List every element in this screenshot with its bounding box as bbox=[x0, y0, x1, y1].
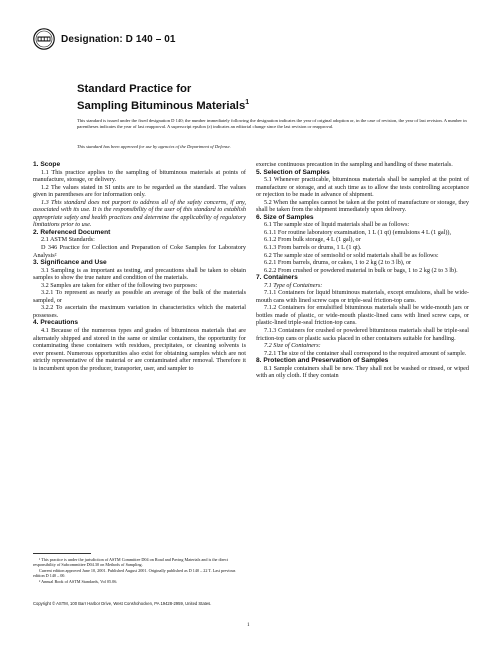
title-footnote-mark: 1 bbox=[245, 99, 250, 106]
title-text: Sampling Bituminous Materials bbox=[77, 100, 246, 112]
section-7-heading: 7. Containers bbox=[256, 274, 298, 282]
paragraph-3-2-2: 3.2.2 To ascertain the maximum variation in characteristics which the material possesses. bbox=[33, 304, 246, 319]
paragraph-7-2-1: 7.2.1 The size of the container shall correspond to the required amount of sample. bbox=[264, 349, 467, 357]
paragraph-7-1: 7.1 Type of Containers: bbox=[264, 281, 323, 289]
footnote-2: ² Annual Book of ASTM Standards, Vol 05.06. bbox=[39, 578, 118, 584]
title-line-2 bbox=[77, 96, 377, 113]
paragraph-1-2: 1.2 The values stated in SI units are to be regarded as the standard. The values given in parentheses are for information only. bbox=[33, 183, 246, 199]
paragraph-6-1-3: 6.1.3 From barrels or drums, 1 L (1 qt). bbox=[264, 244, 362, 252]
referenced-standard-d346: D 346 Practice for Collection and Preparation of Coke Samples for Laboratory Analysis² bbox=[33, 244, 246, 259]
approval-note: This standard has been approved for use by agencies of the Department of Defense. bbox=[77, 144, 231, 149]
paragraph-7-2: 7.2 Size of Containers: bbox=[264, 342, 321, 350]
paragraph-5-1: 5.1 Whenever practicable, bituminous materials shall be sampled at the point of manufacture or storage, and at such time as to allow the tests controlling acceptance or rejection to be made in advance of shipment. bbox=[256, 176, 469, 199]
paragraph-6-2-1: 6.2.1 From barrels, drums, or cakes, 1 to 2 kg (2 to 3 lb), or bbox=[264, 259, 412, 267]
footnotes bbox=[33, 553, 246, 585]
continuation-text: exercise continuous precaution in the sampling and handling of these materials. bbox=[256, 161, 453, 168]
document-header bbox=[33, 26, 176, 52]
paragraph-6-2: 6.2 The sample size of semisolid or solid materials shall be as follows: bbox=[264, 251, 439, 259]
copyright-line: Copyright © ASTM, 100 Barr Harbor Drive, West Conshohocken, PA 19428-2959, United States. bbox=[33, 601, 212, 606]
paragraph-7-1-1: 7.1.1 Containers for liquid bituminous materials, except emulsions, shall be wide-mouth cans with lined screw caps or triple-seal friction-top cans. bbox=[256, 289, 469, 304]
page-number: 1 bbox=[247, 622, 250, 628]
paragraph-7-1-3: 7.1.3 Containers for crushed or powdered bituminous materials shall be triple-seal friction-top cans or plastic sacks placed in other containers suitable for handling. bbox=[256, 327, 469, 342]
left-column bbox=[33, 161, 246, 372]
paragraph-2-1: 2.1 ASTM Standards: bbox=[41, 236, 95, 244]
footnote-divider bbox=[33, 553, 91, 554]
section-6-heading: 6. Size of Samples bbox=[256, 213, 314, 221]
paragraph-1-1: 1.1 This practice applies to the sampling of bituminous materials at points of manufacture, storage, or delivery. bbox=[33, 168, 246, 184]
paragraph-1-3: 1.3 This standard does not purport to address all of the safety concerns, if any, associated with its use. It is the responsibility of the user of this standard to establish appropriate safety and health practices and determine the applicability of regulatory limitations prior to use. bbox=[33, 198, 246, 229]
document-title bbox=[77, 82, 377, 113]
right-column bbox=[256, 161, 469, 380]
title-line-1: Standard Practice for bbox=[77, 83, 192, 95]
paragraph-3-2-1: 3.2.1 To represent as nearly as possible an average of the bulk of the materials sampled, or bbox=[33, 289, 246, 304]
section-3-heading: 3. Significance and Use bbox=[33, 259, 107, 267]
section-5-heading: 5. Selection of Samples bbox=[256, 168, 330, 176]
section-2-heading: 2. Referenced Document bbox=[33, 228, 111, 236]
footnote-1-edition: Current edition approved June 10, 2001. Published August 2001. Originally published as D 140 – 22 T. Last previous edition D 140 – 00. bbox=[33, 567, 236, 579]
paragraph-8-1: 8.1 Sample containers shall be new. They shall not be washed or rinsed, or wiped with an oily cloth. If they contain bbox=[256, 364, 469, 380]
paragraph-3-2: 3.2 Samples are taken for either of the following two purposes: bbox=[41, 281, 198, 289]
paragraph-3-1: 3.1 Sampling is as important as testing, and precautions shall be taken to obtain samples to show the true nature and condition of the materials. bbox=[33, 266, 246, 282]
paragraph-6-1-2: 6.1.2 From bulk storage, 4 L (1 gal), or bbox=[264, 236, 361, 244]
paragraph-5-2: 5.2 When the samples cannot be taken at the point of manufacture or storage, they shall be taken from the shipment immediately upon delivery. bbox=[256, 198, 469, 214]
footnote-1: ¹ This practice is under the jurisdiction of ASTM Committee D04 on Road and Paving Materials and is the direct responsibility of Subcommittee D04.30 on Methods of Sampling. bbox=[33, 557, 228, 568]
paragraph-7-1-2: 7.1.2 Containers for emulsified bituminous materials shall be wide-mouth jars or bottles made of plastic, or wide-mouth plastic-lined cans with lined screw caps, or plastic-lined triple-seal friction-top cans. bbox=[256, 304, 469, 327]
paragraph-6-2-2: 6.2.2 From crushed or powdered material in bulk or bags, 1 to 2 kg (2 to 3 lb). bbox=[264, 266, 458, 274]
paragraph-6-1-1: 6.1.1 For routine laboratory examination, 1 L (1 qt) (emulsions 4 L (1 gal)), bbox=[264, 228, 452, 236]
astm-logo-icon bbox=[33, 28, 55, 50]
designation-text: Designation: D 140 – 01 bbox=[61, 33, 176, 45]
issuance-notice: This standard is issued under the fixed designation D 140; the number immediately following the designation indicates the year of original adoption or, in the case of revision, the year of last revision. A number in parentheses indicates the year of last reapproval. A superscript epsilon (ε) indicates an editorial change since the last revision or reapproval. bbox=[77, 118, 467, 129]
section-4-heading: 4. Precautions bbox=[33, 319, 79, 327]
section-8-heading: 8. Protection and Preservation of Samples bbox=[256, 357, 389, 365]
section-1-heading: 1. Scope bbox=[33, 161, 61, 168]
paragraph-4-1: 4.1 Because of the numerous types and grades of bituminous materials that are alternately shipped and stored in the same or similar containers, the opportunity for contaminating these containers with residues, precipitates, or cleaning solvents is ever present. Numerous opportunities also exist for obtaining samples which are not strictly representative of the material or are contaminated after removal. Therefore it is incumbent upon the producer, transporter, user, and sampler to bbox=[33, 327, 246, 372]
paragraph-6-1: 6.1 The sample size of liquid materials shall be as follows: bbox=[264, 221, 410, 229]
